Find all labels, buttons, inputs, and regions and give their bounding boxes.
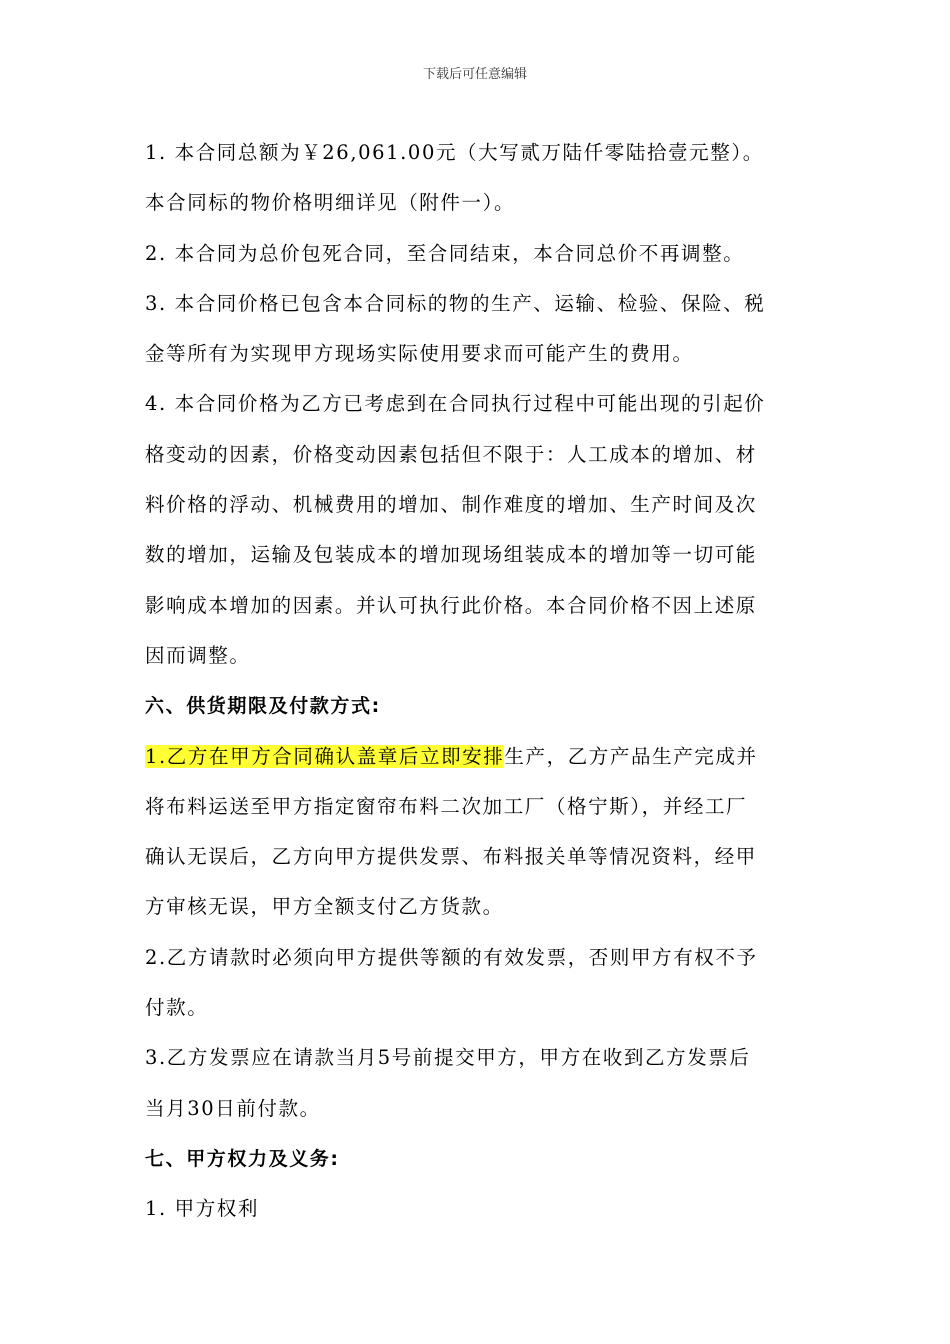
page-header: 下载后可任意编辑 bbox=[422, 67, 527, 82]
paragraph-line: 付款。 bbox=[145, 996, 209, 1020]
highlighted-text: 1.乙方在甲方合同确认盖章后立即安排 bbox=[145, 744, 505, 768]
section-six-heading: 六、供货期限及付款方式: bbox=[145, 695, 381, 718]
section-seven-heading: 七、甲方权力及义务: bbox=[145, 1147, 340, 1170]
paragraph-line: 方审核无误，甲方全额支付乙方货款。 bbox=[145, 895, 504, 919]
paragraph-line: 当月30日前付款。 bbox=[145, 1096, 321, 1120]
paragraph-line: 1. 甲方权利 bbox=[145, 1197, 260, 1221]
paragraph-line: 影响成本增加的因素。并认可执行此价格。本合同价格不因上述原 bbox=[145, 593, 757, 617]
paragraph-line: 数的增加，运输及包装成本的增加现场组装成本的增加等一切可能 bbox=[145, 543, 757, 567]
paragraph-line: 1. 本合同总额为￥26,061.00元（大写贰万陆仟零陆拾壹元整）。 bbox=[145, 141, 764, 164]
paragraph-text: 生产，乙方产品生产完成并 bbox=[504, 744, 758, 768]
paragraph-line: 3.乙方发票应在请款当月5号前提交甲方，甲方在收到乙方发票后 bbox=[145, 1046, 751, 1070]
paragraph-line: 3. 本合同价格已包含本合同标的物的生产、运输、检验、保险、税 bbox=[145, 291, 766, 315]
paragraph-line bbox=[145, 732, 810, 782]
paragraph-line: 金等所有为实现甲方现场实际使用要求而可能产生的费用。 bbox=[145, 342, 694, 366]
document-body bbox=[145, 128, 810, 1235]
paragraph-line: 格变动的因素，价格变动因素包括但不限于：人工成本的增加、材 bbox=[145, 442, 757, 466]
paragraph-line: 2.乙方请款时必须向甲方提供等额的有效发票，否则甲方有权不予 bbox=[145, 945, 758, 969]
paragraph-line: 本合同标的物价格明细详见（附件一）。 bbox=[145, 191, 516, 215]
paragraph-line: 因而调整。 bbox=[145, 643, 251, 667]
paragraph-line: 料价格的浮动、机械费用的增加、制作难度的增加、生产时间及次 bbox=[145, 493, 757, 517]
paragraph-line: 4. 本合同价格为乙方已考虑到在合同执行过程中可能出现的引起价 bbox=[145, 392, 766, 416]
paragraph-line: 2. 本合同为总价包死合同，至合同结束，本合同总价不再调整。 bbox=[145, 241, 745, 265]
paragraph-line: 将布料运送至甲方指定窗帘布料二次加工厂（格宁斯），并经工厂 bbox=[145, 794, 748, 818]
paragraph-line: 确认无误后，乙方向甲方提供发票、布料报关单等情况资料，经甲 bbox=[145, 845, 757, 869]
